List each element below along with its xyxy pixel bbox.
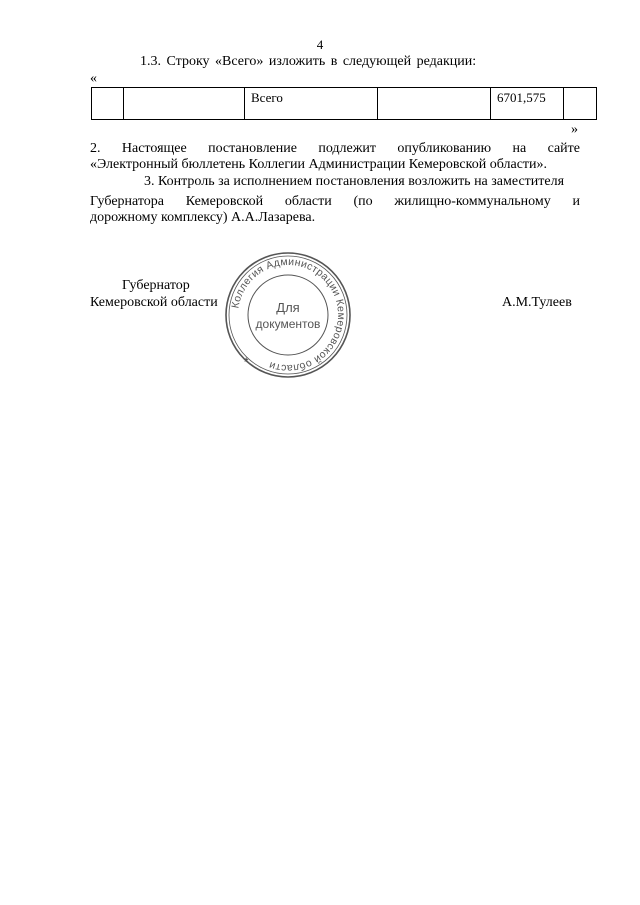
table-cell [378,88,491,120]
table-cell [124,88,245,120]
close-quote: » [571,122,578,137]
table-cell-value: 6701,575 [491,88,564,120]
open-quote: « [90,71,97,86]
table-cell-label: Всего [245,88,378,120]
table-cell [92,88,124,120]
stamp-center-line-1: Для [276,300,300,315]
paragraph-2-line-1: 2. Настоящее постановление подлежит опубликованию на сайте [90,141,580,156]
signature-name: А.М.Тулеев [502,295,572,310]
signature-region: Кемеровской области [90,295,218,310]
stamp-star-icon: ★ [243,356,250,364]
page-number: 4 [316,37,324,52]
paragraph-3-line-1: 3. Контроль за исполнением постановления возложить на заместителя [144,174,565,189]
table-cell [564,88,597,120]
paragraph-2-line-2: «Электронный бюллетень Коллегии Администрации Кемеровской области». [90,157,548,172]
section-heading: 1.3. Строку «Всего» изложить в следующей редакции: [140,54,477,69]
signature-title: Губернатор [122,278,190,293]
table-row [92,88,597,120]
total-row-table [91,87,597,120]
stamp-ring-text: Коллегия Администрации Кемеровской области [229,255,348,375]
official-stamp [223,250,353,380]
paragraph-3-line-2: Губернатора Кемеровской области (по жилищно-коммунальному и [90,194,580,209]
stamp-center-line-2: документов [255,317,321,331]
paragraph-3-line-3: дорожному комплексу) А.А.Лазарева. [90,210,316,225]
